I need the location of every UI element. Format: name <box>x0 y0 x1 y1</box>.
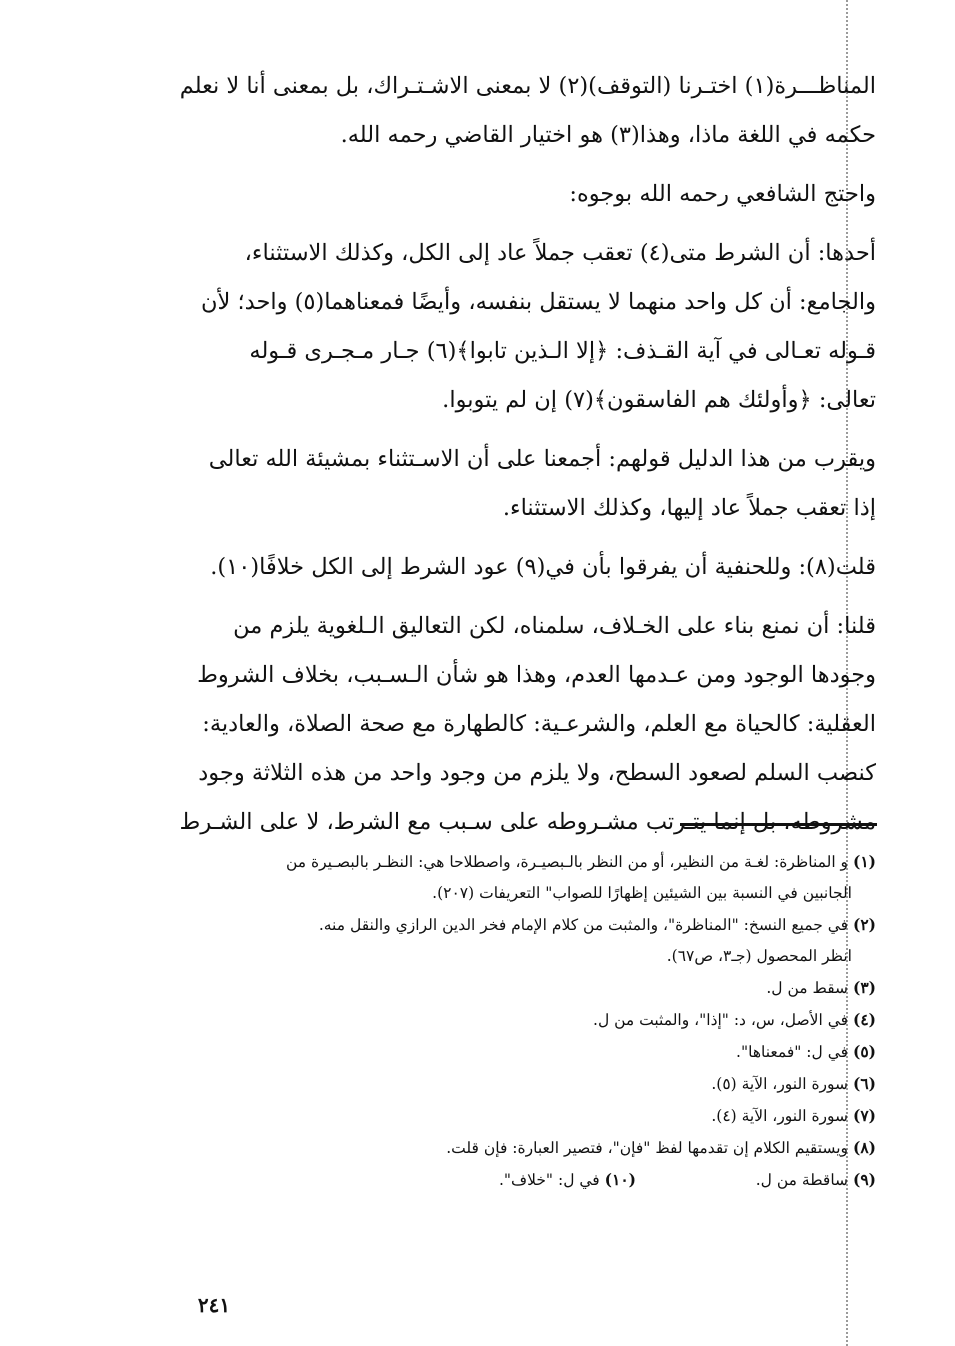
paragraph-3-line-3: قـوله تعـالى في آية القـذف: ﴿إلا الـذين تابوا﴾(٦) جـار مـجـرى قـوله <box>249 338 876 364</box>
paragraph-4-line-2: إذا تعقب جملاً عاد إليها، وكذلك الاستثناء. <box>502 495 876 521</box>
footnote-5 <box>166 1036 876 1068</box>
footnote-text: سقط من ل. <box>766 979 849 997</box>
footnote-number: (٦) <box>852 1074 876 1093</box>
footnote-number: (٣) <box>852 978 876 997</box>
footnote-6 <box>166 1068 876 1100</box>
footnote-text: في جميع النسخ: "المناظرة"، والمثبت من كلام الإمام فخر الدين الرازي والنقل منه. <box>318 916 849 934</box>
paragraph-6-line-3: العقلية: كالحياة مع العلم، والشرعـية: كالطهارة مع صحة الصلاة، والعادية: <box>202 711 876 737</box>
footnote-text: ويستقيم الكلام إن تقدمها لفظ "فإن"، فتصير العبارة: فإن قلت. <box>446 1139 849 1157</box>
footnote-separator <box>680 823 877 826</box>
paragraph-4 <box>166 435 876 533</box>
footnote-text: سورة النور، الآية (٤). <box>711 1107 849 1125</box>
paragraph-3-line-1: أحدها: أن الشرط متى(٤) تعقب جملاً عاد إلى الكل، وكذلك الاستثناء، <box>244 240 876 266</box>
footnotes <box>166 846 876 1196</box>
paragraph-6-line-2: وجودها الوجود ومن عـدمها العدم، وهذا هو شأن الـسـبب، بخلاف الشروط <box>197 662 876 688</box>
footnote-number: (١) <box>852 852 876 871</box>
footnote-8 <box>166 1132 876 1164</box>
footnote-number: (٤) <box>852 1010 876 1029</box>
paragraph-3-line-2: والجامع: أن كل واحد منهما لا يستقل بنفسه، وأيضًا فمعناهما(٥) واحد؛ لأن <box>200 289 876 315</box>
paragraph-1 <box>166 62 876 160</box>
footnote-row-9-10 <box>166 1164 876 1196</box>
footnote-number: (٧) <box>852 1106 876 1125</box>
footnote-2-continuation: انظر المحصول (جـ٣، ص٦٧). <box>666 947 852 965</box>
paragraph-3-line-4: تعالى: ﴿وأولئك هم الفاسقون﴾(٧) إن لم يتوبوا. <box>442 387 876 413</box>
footnote-number: (٢) <box>852 915 876 934</box>
footnote-number: (٩) <box>852 1170 876 1189</box>
footnote-7 <box>166 1100 876 1132</box>
main-text <box>166 62 876 847</box>
footnote-text: سورة النور، الآية (٥). <box>711 1075 849 1093</box>
paragraph-3 <box>166 229 876 425</box>
footnote-text: في ل: "خلاف". <box>498 1171 600 1189</box>
paragraph-6-line-1: قلنا: أن نمنع بناء على الخـلاف، سلمناه، لكن التعاليق الـلغوية يلزم من <box>233 613 876 639</box>
footnote-text: ساقطة من ل. <box>755 1171 849 1189</box>
footnote-10 <box>499 1164 636 1196</box>
footnote-number: (٥) <box>852 1042 876 1061</box>
footnote-number: (٨) <box>852 1138 876 1157</box>
footnote-text: في ل: "فمعناها". <box>736 1043 849 1061</box>
paragraph-6-line-5: مشروطه، بل إنما يتـرتب مشـروطه على سـبب مع الشرط، لا على الشـرط <box>179 809 876 835</box>
paragraph-1-line-1: المناظـــرة(١) اختـرنا (التوقف)(٢) لا بمعنى الاشـتـراك، بل بمعنى أنا لا نعلم <box>179 73 876 99</box>
paragraph-2: واحتج الشافعي رحمه الله بوجوه: <box>569 181 876 207</box>
footnote-number: (١٠) <box>604 1170 636 1189</box>
footnote-1-continuation: الجانبين في النسبة بين الشيئين إظهارًا للصواب" التعريفات (٢٠٧). <box>432 884 852 902</box>
paragraph-1-line-2: حكمه في اللغة ماذا، وهذا(٣) هو اختيار القاضي رحمه الله. <box>340 122 876 148</box>
page-number: ٢٤١ <box>197 1293 231 1317</box>
footnote-9 <box>636 1164 876 1196</box>
footnote-text: و المناظرة: لغـة من النظير، أو من النظر بالـبصيـرة، واصطلاحا هي: النظـر بالبصـيرة من <box>285 853 849 871</box>
footnote-3 <box>166 972 876 1004</box>
paragraph-6-line-4: كنصب السلم لصعود السطح، ولا يلزم من وجود واحد من هذه الثلاثة وجود <box>198 760 876 786</box>
paragraph-6 <box>166 602 876 847</box>
footnote-text: في الأصل، س، د: "إذا"، والمثبت من ل. <box>593 1011 849 1029</box>
paragraph-4-line-1: ويقرب من هذا الدليل قولهم: أجمعنا على أن الاسـتثناء بمشيئة الله تعالى <box>208 446 876 472</box>
footnote-1 <box>166 846 876 878</box>
footnote-4 <box>166 1004 876 1036</box>
paragraph-5: قلت(٨): وللحنفية أن يفرقوا بأن في(٩) عود الشرط إلى الكل خلافًا(١٠). <box>210 554 876 580</box>
footnote-2 <box>166 909 876 941</box>
